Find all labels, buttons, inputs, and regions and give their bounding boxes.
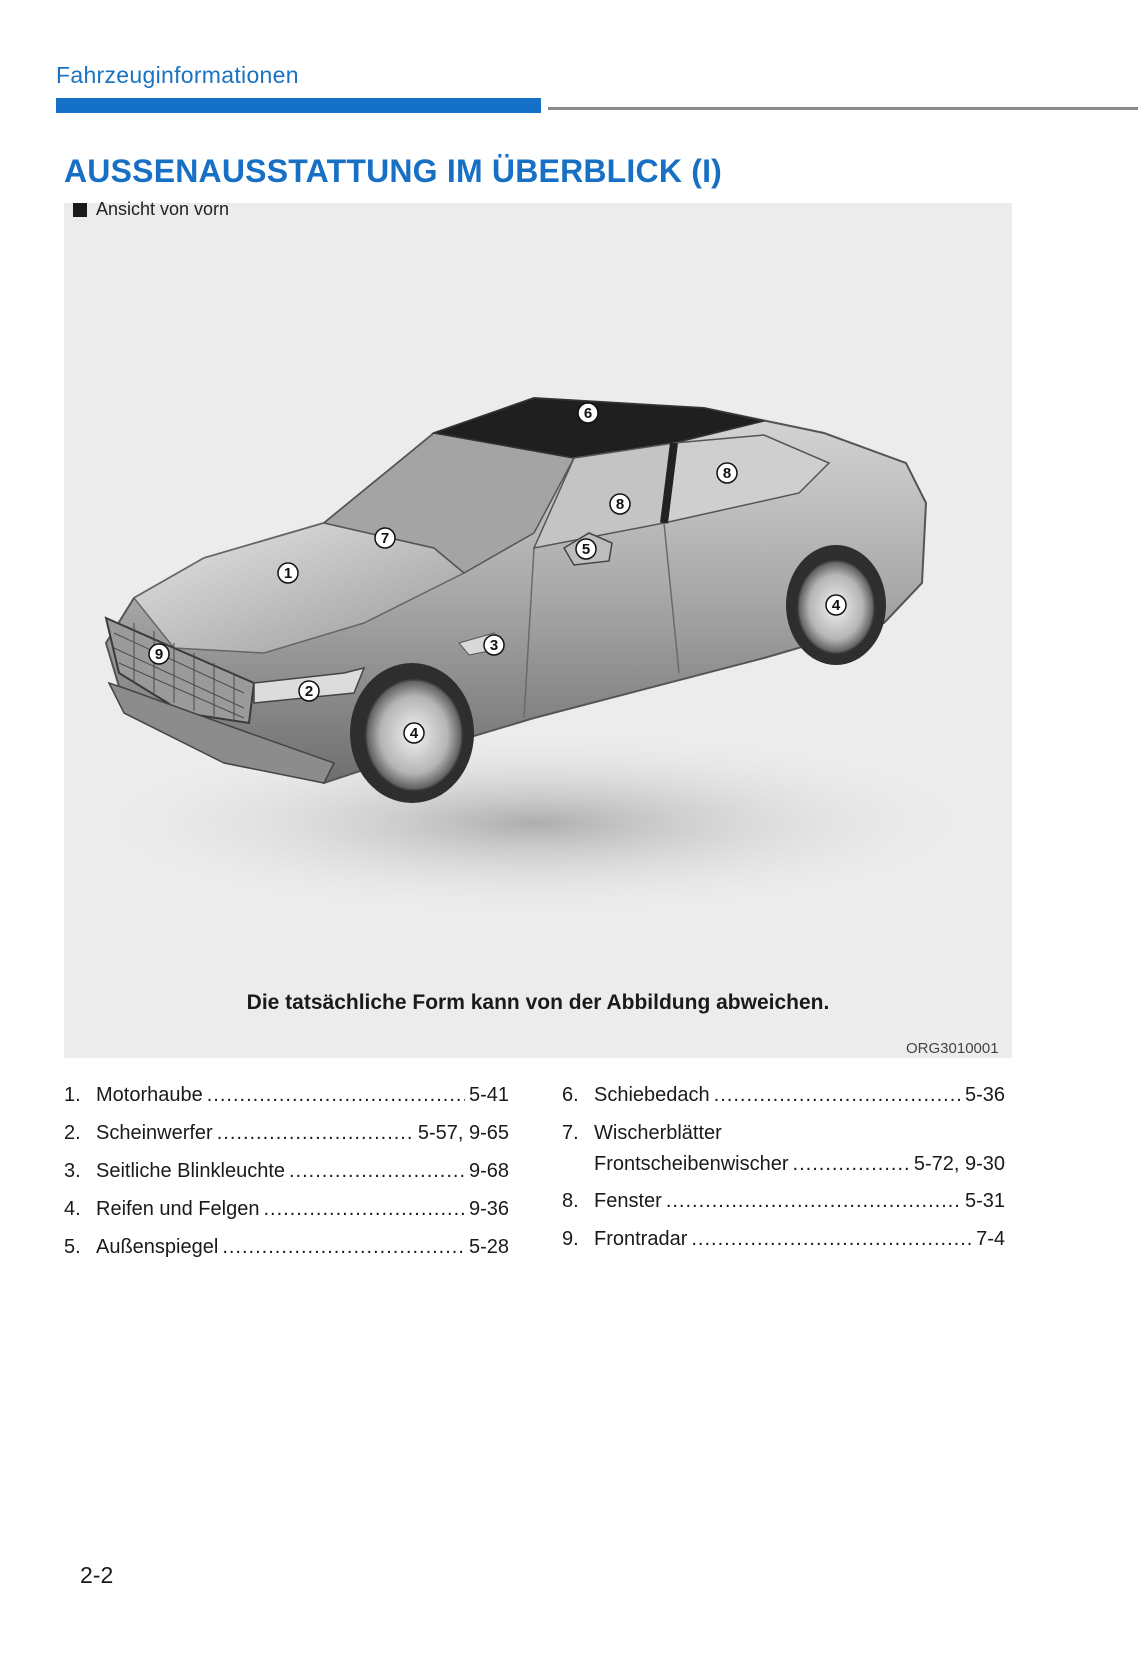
header-rule [548,107,1138,110]
svg-text:6: 6 [583,405,593,422]
legend-item: 8. Fenster ..... 5-31 [562,1190,1005,1228]
legend-item: 5. Außenspiegel ..... 5-28 [64,1236,509,1274]
legend-item: 4. Reifen und Felgen ..... 9-36 [64,1198,509,1236]
svg-text:4: 4 [831,597,841,614]
svg-text:3: 3 [489,637,499,654]
section-label: Fahrzeuginformationen [56,62,299,88]
callout-4-rear [826,595,846,615]
svg-text:9: 9 [154,646,164,663]
square-bullet-icon [73,203,87,217]
legend-item: 1. Motorhaube ..... 5-41 [64,1084,509,1122]
legend-item: 2. Scheinwerfer ..... 5-57, 9-65 [64,1122,509,1160]
callout-5 [576,539,596,559]
callout-8-front [610,494,630,514]
callout-1 [278,563,298,583]
callout-3 [484,635,504,655]
view-label [73,199,229,220]
vehicle-illustration [64,203,1012,1058]
legend-item: 6. Schiebedach ..... 5-36 [562,1084,1005,1122]
svg-text:7: 7 [380,530,390,547]
legend-list-right [562,1084,1005,1266]
callout-9 [149,644,169,664]
figure-caption: Die tatsächliche Form kann von der Abbildung abweichen. [246,991,830,1014]
page-number: 2-2 [80,1562,114,1588]
callout-4-front [404,723,424,743]
callout-2 [299,681,319,701]
svg-text:1: 1 [283,565,293,582]
view-label-text: Ansicht von vorn [96,199,230,219]
svg-text:2: 2 [304,683,314,700]
callout-6 [578,403,598,423]
legend-item: 7. Wischerblätter Frontscheibenwischer ..... 5-72, 9-30 [562,1122,1005,1190]
car-drawing [64,203,1012,1058]
legend-list-left [64,1084,509,1274]
svg-text:8: 8 [615,496,625,513]
svg-text:8: 8 [722,465,732,482]
callout-7 [375,528,395,548]
svg-text:5: 5 [581,541,591,558]
legend-item: 9. Frontradar ..... 7-4 [562,1228,1005,1266]
svg-text:4: 4 [409,725,419,742]
page-title: AUSSENAUSSTATTUNG IM ÜBERBLICK (I) [64,153,723,189]
header-accent-bar [56,98,541,113]
figure-code: ORG3010001 [906,1040,999,1057]
legend-item: 3. Seitliche Blinkleuchte ..... 9-68 [64,1160,509,1198]
callout-8-rear [717,463,737,483]
